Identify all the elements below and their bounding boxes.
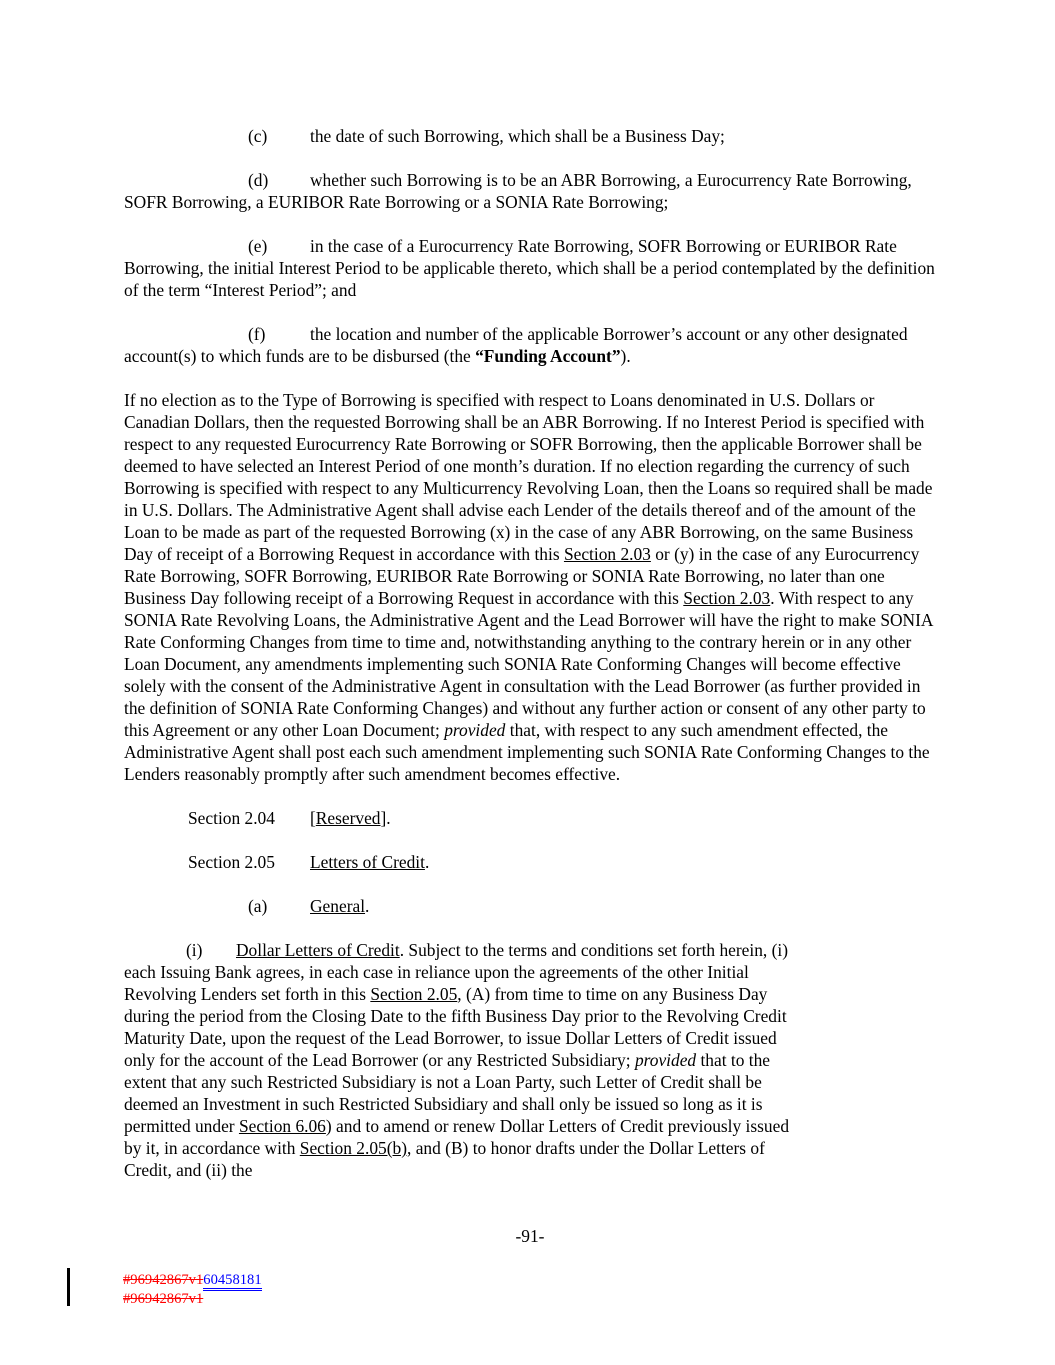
page-number: -91- xyxy=(515,1226,545,1246)
document-body xyxy=(124,125,936,1203)
text-run: or (y) in the case of any Eurocurrency Rate Borrowing, SOFR Borrowing, EURIBOR Rate Borrowing or SONIA Rate Borrowing, no later than one Business Day following receipt of a Borrowing Request in accordance with this xyxy=(124,544,920,608)
section-heading xyxy=(124,807,936,829)
change-bar xyxy=(67,1268,70,1306)
text-run: . xyxy=(424,852,430,872)
text-run: . xyxy=(365,896,370,916)
underlined-text: Section 6.06 xyxy=(238,1116,326,1136)
list-label: (e) xyxy=(248,236,268,256)
underlined-text: Section 2.03 xyxy=(683,588,771,608)
sub-item xyxy=(124,895,936,917)
text-run: If no election as to the Type of Borrowing is specified with respect to Loans denominated in U.S. Dollars or Canadian Dollars, then the requested Borrowing shall be an ABR Borrowing. If no Interest Period is specified with respect to any requested Eurocurrency Rate Borrowing or SOFR Borrowing, then the applicable Borrower shall be deemed to have selected an Interest Period of one month’s duration. If no election regarding the currency of such Borrowing is specified with respect to any Multicurrency Revolving Loan, then the Loans so required shall be made in U.S. Dollars. The Administrative Agent shall advise each Lender of the details thereof and of the amount of the Loan to be made as part of the requested Borrowing (x) in the case of any ABR Borrowing, on the same Business Day of receipt of a Borrowing Request in accordance with this xyxy=(124,390,933,564)
bold-text: “Funding Account” xyxy=(475,346,621,366)
italic-text: provided xyxy=(444,720,506,740)
revision-line xyxy=(123,1290,262,1309)
text-run: ). xyxy=(620,346,631,366)
list-label: (d) xyxy=(248,170,269,190)
list-label: Section 2.05 xyxy=(188,852,275,872)
underlined-text: Dollar Letters of Credit xyxy=(236,940,400,960)
underlined-text: General xyxy=(310,896,366,916)
text-run: that, with respect to any such amendment effected, the Administrative Agent shall post each such amendment implementing such SONIA Rate Conforming Changes to the Lenders reasonably promptly after such amendment becomes effective. xyxy=(124,720,930,784)
list-label: (a) xyxy=(248,896,268,916)
text-run: ]. xyxy=(380,808,391,828)
list-label: (f) xyxy=(248,324,266,344)
underlined-text: Section 2.05 xyxy=(370,984,458,1004)
list-item xyxy=(124,169,936,213)
section-heading xyxy=(124,851,936,873)
underlined-text: Section 2.03 xyxy=(563,544,651,564)
text-run: the date of such Borrowing, which shall be a Business Day; xyxy=(310,126,725,146)
inserted-doc-id: 60458181 xyxy=(203,1272,261,1291)
underlined-text: Section 2.05(b) xyxy=(299,1138,408,1158)
revision-marks xyxy=(123,1271,262,1309)
underlined-text: Reserved xyxy=(315,808,381,828)
paragraph xyxy=(124,389,936,785)
list-label: (i) xyxy=(186,940,203,960)
list-label: Section 2.04 xyxy=(188,808,275,828)
text-run: . Subject to the terms and conditions set forth herein, (i) each Issuing Bank agrees, in each case in reliance upon the agreements of the other Initial Revolving Lenders set forth in this xyxy=(124,940,789,1004)
text-run: in the case of a Eurocurrency Rate Borrowing, SOFR Borrowing or EURIBOR Rate Borrowing, the initial Interest Period to be applicable thereto, which shall be a period contemplated by the definition of the term “Interest Period”; and xyxy=(124,236,935,300)
text-run: . With respect to any SONIA Rate Revolving Loans, the Administrative Agent and the Lead Borrower will have the right to make SONIA Rate Conforming Changes from time to time and, notwithstanding anything to the contrary herein or in any other Loan Document, any amendments implementing such SONIA Rate Conforming Changes will become effective solely with the consent of the Administrative Agent in consultation with the Lead Borrower (as further provided in the definition of SONIA Rate Conforming Changes) and without any further action or consent of any other party to this Agreement or any other Loan Document; xyxy=(124,588,933,740)
underlined-text: Letters of Credit xyxy=(310,852,425,872)
deleted-doc-id: #96942867v1 xyxy=(123,1272,204,1288)
text-run: that to the extent that any such Restricted Subsidiary is not a Loan Party, such Letter of Credit shall be deemed an Investment in such Restricted Subsidiary and shall only be issued so long as it is permitted under xyxy=(124,1050,771,1136)
list-item xyxy=(124,125,936,147)
revision-line xyxy=(123,1271,262,1290)
italic-text: provided xyxy=(634,1050,697,1070)
text-run: ) and to amend or renew Dollar Letters of Credit previously issued by it, in accordance with xyxy=(124,1116,790,1158)
text-run: whether such Borrowing is to be an ABR Borrowing, a Eurocurrency Rate Borrowing, SOFR Borrowing, a EURIBOR Rate Borrowing or a SONIA Rate Borrowing; xyxy=(124,170,912,212)
text-run: [ xyxy=(310,808,316,828)
list-label: (c) xyxy=(248,126,268,146)
list-item xyxy=(124,323,936,367)
list-item xyxy=(124,235,936,301)
text-run: , and (B) to honor drafts under the Dollar Letters of Credit, and (ii) the xyxy=(124,1138,765,1180)
text-run: , (A) from time to time on any Business Day during the period from the Closing Date to the fifth Business Day prior to the Revolving Credit Maturity Date, upon the request of the Lead Borrower, to issue Dollar Letters of Credit issued only for the account of the Lead Borrower (or any Restricted Subsidiary; xyxy=(124,984,787,1070)
deleted-doc-id: #96942867v1 xyxy=(123,1291,204,1307)
indented-block xyxy=(124,939,808,1181)
text-run: the location and number of the applicable Borrower’s account or any other designated account(s) to which funds are to be disbursed (the xyxy=(124,324,908,366)
